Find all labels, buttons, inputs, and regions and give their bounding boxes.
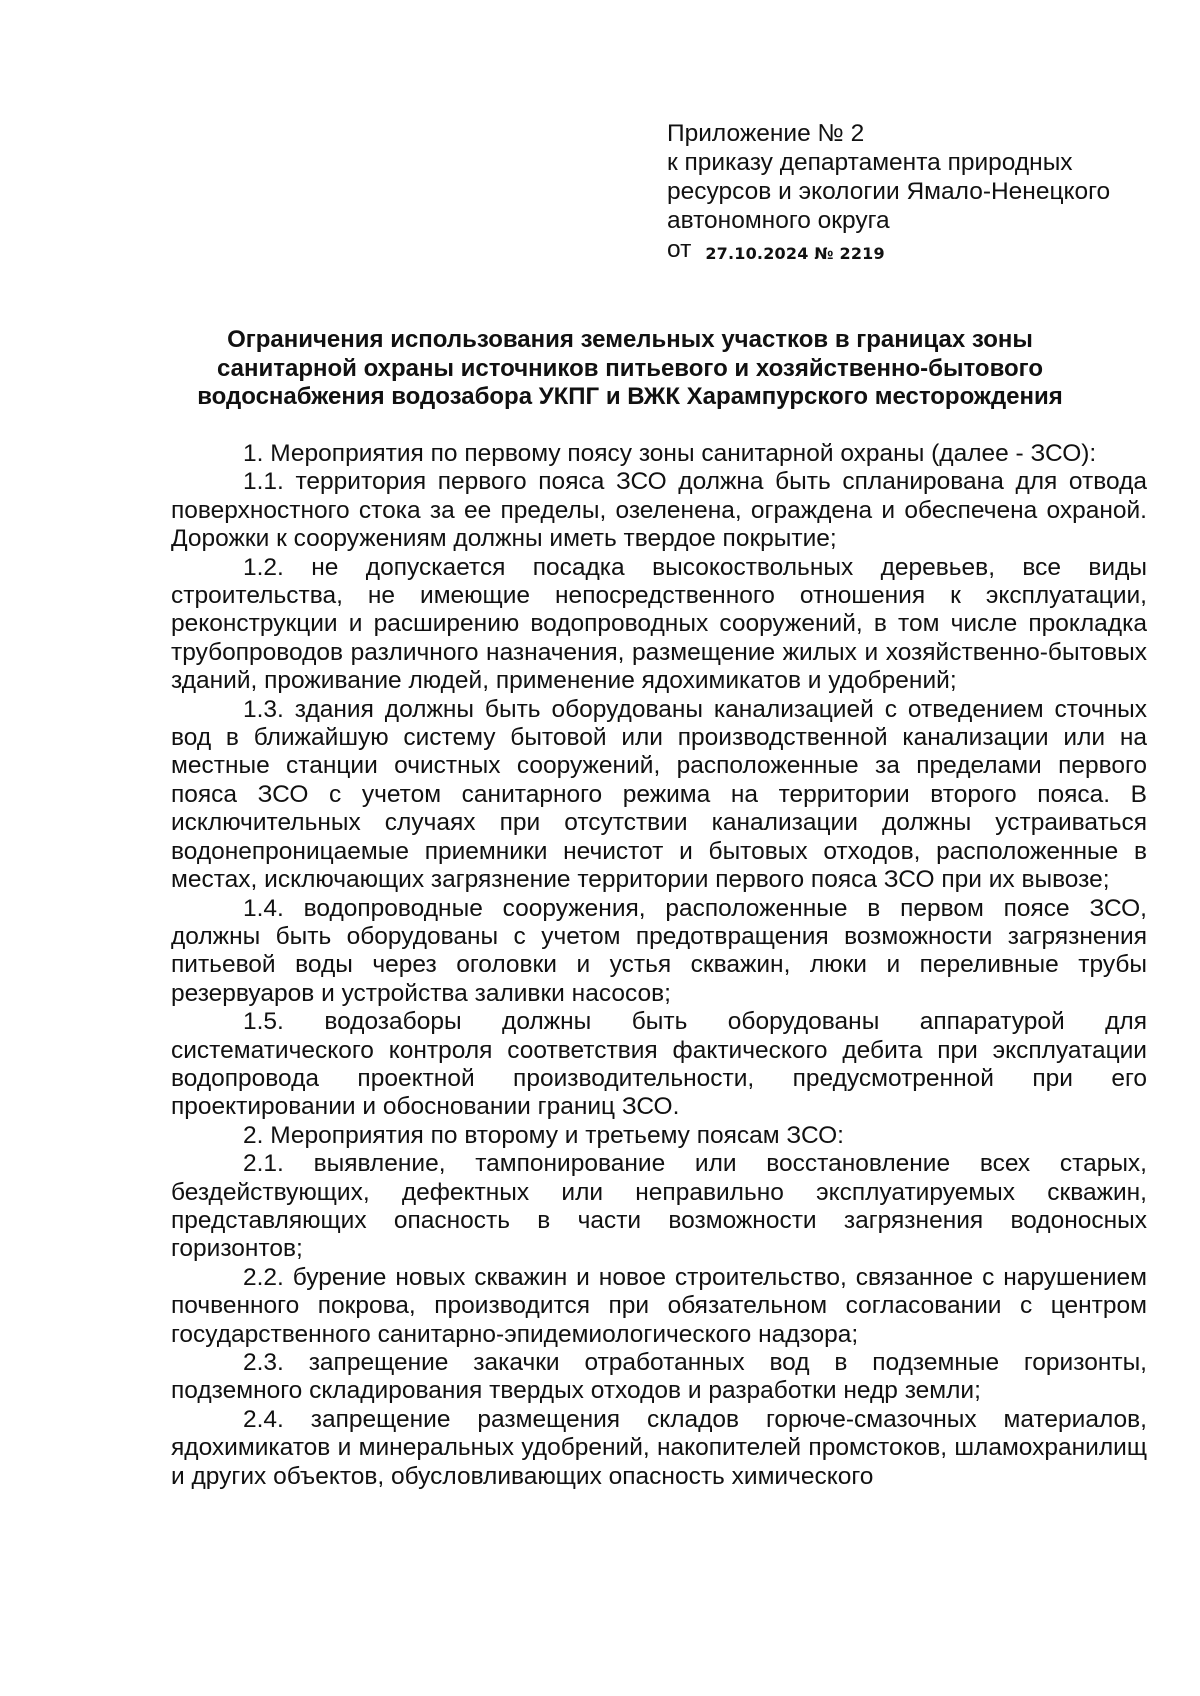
clause-2-3: 2.3. запрещение закачки отработанных вод в подземные горизонты, подземного складирования твердых отходов и разработки недр земли; xyxy=(171,1349,1147,1405)
title-line: водоснабжения водозабора УКПГ и ВЖК Харампурского месторождения xyxy=(197,383,1063,410)
date-prefix: от xyxy=(667,236,692,263)
appendix-number: Приложение № 2 xyxy=(667,120,865,147)
clause-1-5: 1.5. водозаборы должны быть оборудованы аппаратурой для систематического контроля соответствия фактического дебита при эксплуатации водопровода проектной производительности, предусмотренной при его проектировании и обосновании границ ЗСО. xyxy=(171,1008,1147,1121)
clause-2-2: 2.2. бурение новых скважин и новое строительство, связанное с нарушением почвенного покрова, производится при обязательном согласовании с центром государственного санитарно-эпидемиологического надзора; xyxy=(171,1263,1147,1348)
section-heading-1: 1. Мероприятия по первому поясу зоны санитарной охраны (далее - ЗСО): xyxy=(243,440,1097,467)
clause-1-2: 1.2. не допускается посадка высокоствольных деревьев, все виды строительства, не имеющие непосредственного отношения к эксплуатации, реконструкции и расширению водопроводных сооружений, в том числе прокладка трубопроводов различного назначения, размещение жилых и хозяйственно-бытовых зданий, проживание людей, применение ядохимикатов и удобрений; xyxy=(171,553,1147,695)
clause-2-4: 2.4. запрещение размещения складов горюче-смазочных материалов, ядохимикатов и минеральных удобрений, накопителей промстоков, шламохранилищ и других объектов, обусловливающих опасность химического xyxy=(171,1405,1147,1490)
order-date-line xyxy=(667,235,1147,266)
order-reference-line: к приказу департамента природных xyxy=(667,149,1073,176)
document-title xyxy=(150,326,1110,412)
clause-1-4: 1.4. водопроводные сооружения, расположенные в первом поясе ЗСО, должны быть оборудованы с учетом предотвращения возможности загрязнения питьевой воды через оголовки и устья скважин, люки и переливные трубы резервуаров и устройства заливки насосов; xyxy=(171,894,1147,1007)
title-line: Ограничения использования земельных участков в границах зоны xyxy=(227,326,1033,353)
clause-2-1: 2.1. выявление, тампонирование или восстановление всех старых, бездействующих, дефектных или неправильно эксплуатируемых скважин, представляющих опасность в части возможности загрязнения водоносных горизонтов; xyxy=(171,1150,1147,1263)
section-heading-2: 2. Мероприятия по второму и третьему поясам ЗСО: xyxy=(243,1121,844,1149)
appendix-header xyxy=(667,119,1147,266)
order-reference-line: ресурсов и экологии Ямало-Ненецкого xyxy=(667,178,1111,205)
document-body xyxy=(171,440,1147,1491)
clause-1-3: 1.3. здания должны быть оборудованы канализацией с отведением сточных вод в ближайшую систему бытовой или производственной канализации или на местные станции очистных сооружений, расположенные за пределами первого пояса ЗСО с учетом санитарного режима на территории второго пояса. В исключительных случаях при отсутствии канализации должны устраиваться водонепроницаемые приемники нечистот и бытовых отходов, расположенные в местах, исключающих загрязнение территории первого пояса ЗСО при их вывозе; xyxy=(171,695,1147,894)
order-reference-line: автономного округа xyxy=(667,207,890,234)
clause-1-1: 1.1. территория первого пояса ЗСО должна быть спланирована для отвода поверхностного стока за ее пределы, озеленена, ограждена и обеспечена охраной. Дорожки к сооружениям должны иметь твердое покрытие; xyxy=(171,468,1147,553)
title-line: санитарной охраны источников питьевого и хозяйственно-бытового xyxy=(216,354,1044,382)
date-number-stamp: 27.10.2024 № 2219 xyxy=(705,244,885,263)
